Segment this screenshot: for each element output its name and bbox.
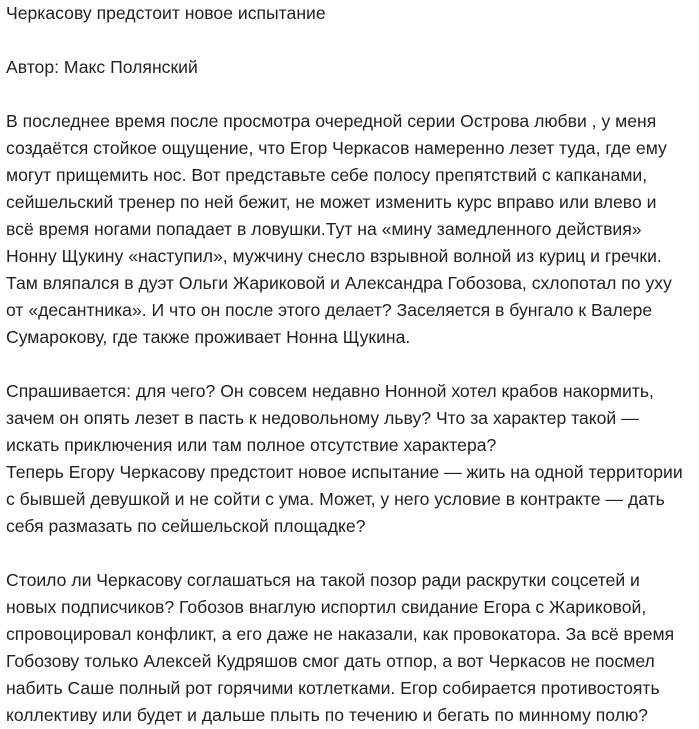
paragraph-line: набить Саше полный рот горячими котлетками. Егор собирается противостоять [6, 678, 660, 698]
spacer [6, 27, 696, 54]
article-author: Автор: Макс Полянский [6, 57, 198, 77]
paragraph-line: себя размазать по сейшельской площадке? [6, 516, 366, 536]
article-title: Черкасову предстоит новое испытание [6, 3, 326, 23]
paragraph-line: Сумарокову, где также проживает Нонна Щукина. [6, 327, 411, 347]
paragraph-line: с бывшей девушкой и не сойти с ума. Может, у него условие в контракте — дать [6, 489, 665, 509]
paragraph-line: создаётся стойкое ощущение, что Егор Черкасов намеренно лезет туда, где ему [6, 138, 667, 158]
paragraph-line: зачем он опять лезет в пасть к недовольному льву? Что за характер такой — [6, 408, 639, 428]
article [6, 0, 696, 729]
spacer [6, 81, 696, 108]
paragraph-line: Там вляпался в дуэт Ольги Жариковой и Александра Гобозова, схлопотал по уху [6, 273, 672, 293]
paragraph-line: Стоило ли Черкасову соглашаться на такой позор ради раскрутки соцсетей и [6, 570, 640, 590]
paragraph-line: сейшельский тренер по ней бежит, не может изменить курс вправо или влево и [6, 192, 657, 212]
paragraph-line: Теперь Егору Черкасову предстоит новое испытание — жить на одной территории [6, 462, 683, 482]
paragraph-line: от «десантника». И что он после этого делает? Заселяется в бунгало к Валере [6, 300, 653, 320]
paragraph-line: искать приключения или там полное отсутствие характера? [6, 435, 497, 455]
paragraph-1 [6, 108, 696, 351]
paragraph-line: коллективу или будет и дальше плыть по течению и бегать по минному полю? [6, 705, 648, 725]
paragraph-line: В последнее время после просмотра очередной серии Острова любви , у меня [6, 111, 657, 131]
spacer [6, 540, 696, 567]
paragraph-line: Спрашивается: для чего? Он совсем недавно Нонной хотел крабов накормить, [6, 381, 654, 401]
paragraph-3 [6, 567, 696, 729]
paragraph-line: Гобозову только Алексей Кудряшов смог дать отпор, а вот Черкасов не посмел [6, 651, 655, 671]
paragraph-line: новых подписчиков? Гобозов внаглую испортил свидание Егора с Жариковой, [6, 597, 647, 617]
paragraph-line: Нонну Щукину «наступил», мужчину снесло взрывной волной из куриц и гречки. [6, 246, 662, 266]
paragraph-line: всё время ногами попадает в ловушки.Тут на «мину замедленного действия» [6, 219, 642, 239]
paragraph-2 [6, 378, 696, 540]
spacer [6, 351, 696, 378]
paragraph-line: могут прищемить нос. Вот представьте себе полосу препятствий с капканами, [6, 165, 648, 185]
paragraph-line: спровоцировал конфликт, а его даже не наказали, как провокатора. За всё время [6, 624, 675, 644]
